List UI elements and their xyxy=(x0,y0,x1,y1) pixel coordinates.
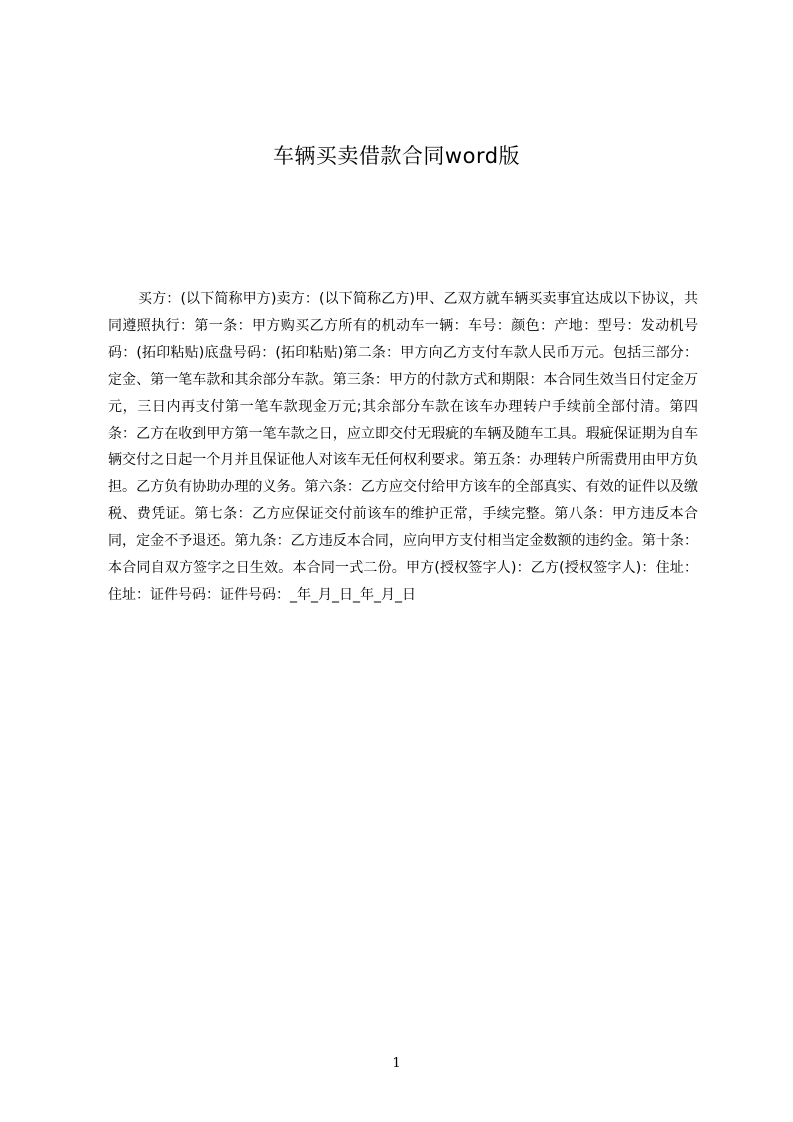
contract-body-paragraph: 买方：(以下简称甲方)卖方：(以下简称乙方)甲、乙双方就车辆买卖事宜达成以下协议，共同遵照执行：第一条：甲方购买乙方所有的机动车一辆：车号：颜色：产地：型号：发动机号码：(拓印粘贴)底盘号码：(拓印粘贴)第二条：甲方向乙方支付车款人民币万元。包括三部分：定金、第一笔车款和其余部分车款。第三条：甲方的付款方式和期限：本合同生效当日付定金万元，三日内再支付第一笔车款现金万元;其余部分车款在该车办理转户手续前全部付清。第四条：乙方在收到甲方第一笔车款之日，应立即交付无瑕疵的车辆及随车工具。瑕疵保证期为自车辆交付之日起一个月并且保证他人对该车无任何权利要求。第五条：办理转户所需费用由甲方负担。乙方负有协助办理的义务。第六条：乙方应交付给甲方该车的全部真实、有效的证件以及缴税、费凭证。第七条：乙方应保证交付前该车的维护正常，手续完整。第八条：甲方违反本合同，定金不予退还。第九条：乙方违反本合同，应向甲方支付相当定金数额的违约金。第十条：本合同自双方签字之日生效。本合同一式二份。甲方(授权签字人)：乙方(授权签字人)：住址：住址：证件号码：证件号码：_年_月_日_年_月_日 xyxy=(108,291,698,603)
page-number: 1 xyxy=(392,1056,401,1071)
document-title: 车辆买卖借款合同word版 xyxy=(272,144,521,168)
